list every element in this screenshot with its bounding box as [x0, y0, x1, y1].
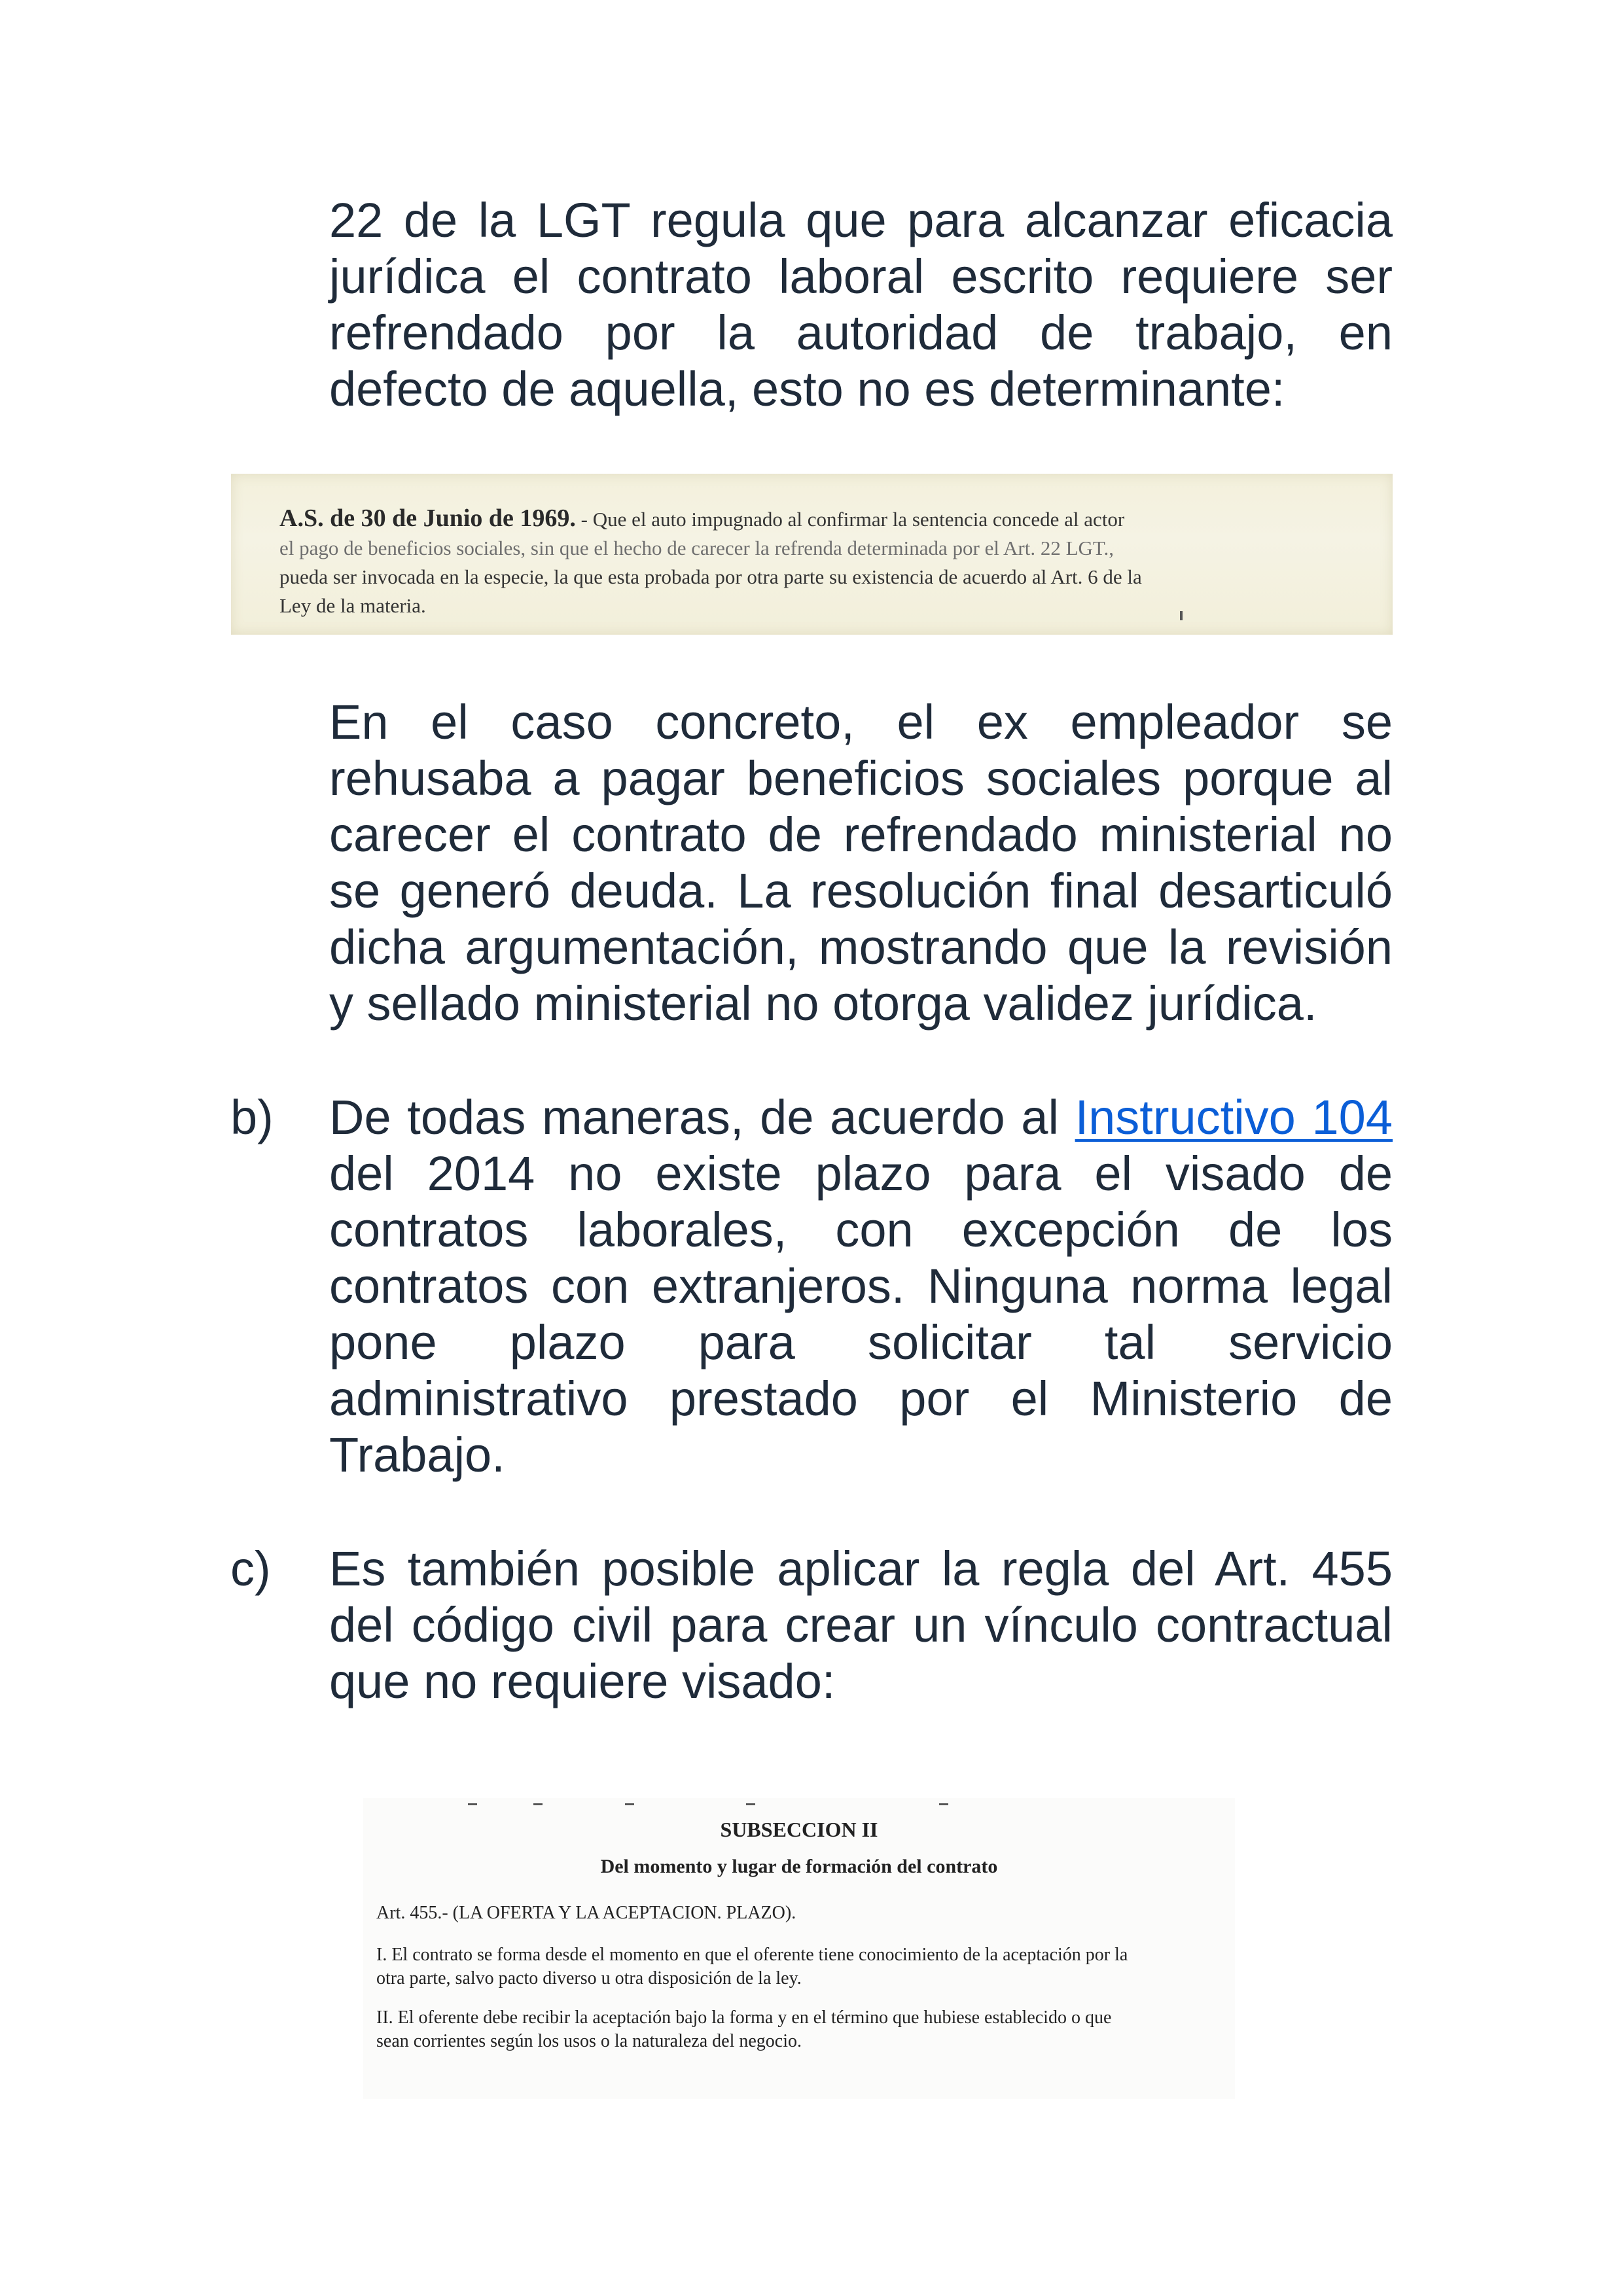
list-marker-b: b) — [230, 1090, 274, 1144]
item-b-rest: del 2014 no existe plazo para el visado de contratos laborales, con excepción de los contratos con extranjeros. Ninguna norma legal pone plazo para solicitar tal servicio administrativo prestado por el Ministerio de Trabajo. — [329, 1146, 1393, 1482]
article-clause-1-line-1: I. El contrato se forma desde el momento en que el oferente tiene conocimiento de la aceptación por la — [376, 1945, 1128, 1965]
excerpt-line-1: - Que el auto impugnado al confirmar la sentencia concede al actor — [575, 508, 1125, 531]
scan-dash — [625, 1803, 634, 1805]
item-b-lead: De todas maneras, de acuerdo al — [329, 1090, 1075, 1144]
scan-dash — [939, 1803, 948, 1805]
case-paragraph: En el caso concreto, el ex empleador se rehusaba a pagar beneficios sociales porque al carecer el contrato de refrendado ministerial no se generó deuda. La resolución final desarticuló dicha argumentación, mostrando que la revisión y sellado ministerial no otorga validez jurídica. — [329, 695, 1393, 1031]
scan-dash — [533, 1803, 543, 1805]
item-b-paragraph — [329, 1089, 1393, 1483]
civil-code-excerpt-image — [363, 1798, 1235, 2099]
list-marker-c: c) — [230, 1542, 271, 1596]
intro-paragraph: 22 de la LGT regula que para alcanzar eficacia jurídica el contrato laboral escrito requiere ser refrendado por la autoridad de trabajo, en defecto de aquella, esto no es determinante: — [329, 193, 1393, 416]
scan-dash — [746, 1803, 755, 1805]
subsection-title: SUBSECCION II — [720, 1818, 878, 1841]
excerpt-heading: A.S. de 30 de Junio de 1969. — [279, 504, 576, 532]
instructivo-104-link[interactable]: Instructivo 104 — [1075, 1090, 1393, 1144]
subsection-subtitle: Del momento y lugar de formación del contrato — [600, 1856, 998, 1877]
scan-dash — [468, 1803, 477, 1805]
excerpt-line-4: Ley de la materia. — [279, 594, 426, 617]
scan-mark — [1180, 611, 1183, 620]
item-c-paragraph: Es también posible aplicar la regla del Art. 455 del código civil para crear un vínculo contractual que no requiere visado: — [329, 1542, 1393, 1708]
article-clause-1-line-2: otra parte, salvo pacto diverso u otra disposición de la ley. — [376, 1968, 802, 1988]
excerpt-line-3: pueda ser invocada en la especie, la que esta probada por otra parte su existencia de acuerdo al Art. 6 de la — [279, 565, 1142, 588]
article-heading: Art. 455.- (LA OFERTA Y LA ACEPTACION. PLAZO). — [376, 1903, 796, 1923]
article-clause-2-line-1: II. El oferente debe recibir la aceptación bajo la forma y en el término que hubiese establecido o que — [376, 2007, 1112, 2028]
article-clause-2-line-2: sean corrientes según los usos o la naturaleza del negocio. — [376, 2031, 802, 2051]
excerpt-line-2: el pago de beneficios sociales, sin que el hecho de carecer la refrenda determinada por el Art. 22 LGT., — [279, 537, 1115, 559]
court-ruling-excerpt-image — [231, 474, 1393, 635]
court-ruling-excerpt-text — [279, 504, 1366, 620]
